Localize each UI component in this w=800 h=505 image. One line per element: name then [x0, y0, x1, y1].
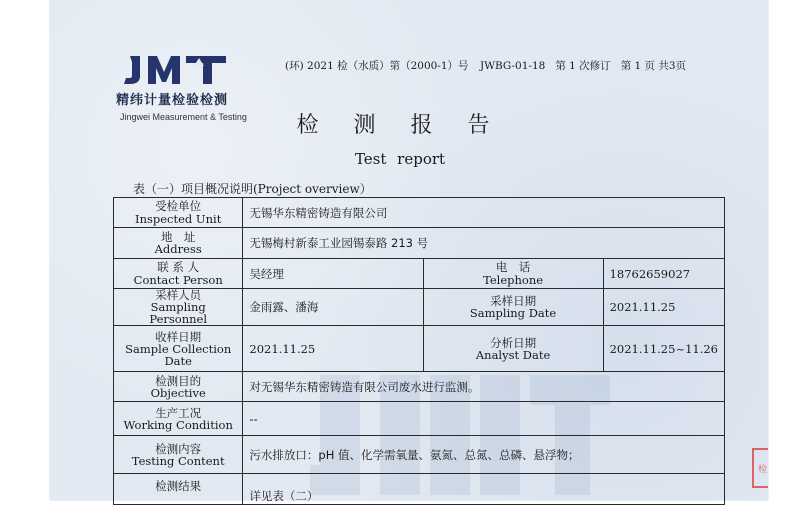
label-address: 地 址 Address	[114, 228, 243, 259]
table-row	[114, 474, 725, 505]
jmt-logo	[124, 52, 234, 86]
report-title-en: Test report	[354, 150, 446, 168]
revision: 第 1 次修订	[555, 60, 611, 72]
label-testing-content: 检测内容 Testing Content	[114, 436, 243, 474]
table-row	[114, 289, 725, 326]
value-contact-person: 吴经理	[243, 259, 423, 289]
label-inspected-unit: 受检单位 Inspected Unit	[114, 198, 243, 228]
table-row	[114, 402, 725, 436]
label-result: 检测结果	[114, 474, 243, 505]
report-title-cn: 检 测 报 告	[296, 113, 504, 138]
value-analyst-date: 2021.11.25~11.26	[603, 326, 724, 372]
table-row	[114, 436, 725, 474]
value-objective: 对无锡华东精密铸造有限公司废水进行监测。	[243, 372, 725, 402]
label-contact-person: 联 系 人 Contact Person	[114, 259, 243, 289]
doc-code: JWBG-01-18	[480, 60, 546, 72]
doc-meta	[480, 58, 686, 73]
label-telephone: 电 话 Telephone	[423, 259, 603, 289]
page-indicator: 第 1 页 共3页	[620, 60, 687, 72]
table-row	[114, 228, 725, 259]
value-working-condition: --	[243, 402, 725, 436]
label-collection-date: 收样日期 Sample Collection Date	[114, 326, 243, 372]
value-inspected-unit: 无锡华东精密铸造有限公司	[243, 198, 725, 228]
value-address: 无锡梅村新泰工业园锡泰路 213 号	[243, 228, 725, 259]
label-working-condition: 生产工况 Working Condition	[114, 402, 243, 436]
brand-name-en: Jingwei Measurement & Testing	[120, 112, 247, 122]
table-row	[114, 326, 725, 372]
value-sampling-personnel: 金雨露、潘海	[243, 289, 423, 326]
value-sampling-date: 2021.11.25	[603, 289, 724, 326]
value-result: 详见表（二）	[243, 474, 725, 505]
value-telephone: 18762659027	[603, 259, 724, 289]
value-testing-content: 污水排放口：pH 值、化学需氧量、氨氮、总氮、总磷、悬浮物；	[243, 436, 725, 474]
logo-text: JMT	[124, 52, 127, 53]
table-row	[114, 259, 725, 289]
table-row	[114, 198, 725, 228]
table-caption: 表（一）项目概况说明(Project overview）	[133, 182, 372, 196]
table-row	[114, 372, 725, 402]
report-ref-code: (环) 2021 检（水质）第（2000-1）号	[285, 60, 469, 72]
red-stamp-edge: 检	[752, 448, 768, 488]
label-objective: 检测目的 Objective	[114, 372, 243, 402]
label-sampling-date: 采样日期 Sampling Date	[423, 289, 603, 326]
label-analyst-date: 分析日期 Analyst Date	[423, 326, 603, 372]
value-collection-date: 2021.11.25	[243, 326, 423, 372]
label-sampling-personnel: 采样人员 Sampling Personnel	[114, 289, 243, 326]
project-overview-table	[113, 197, 725, 505]
brand-name-cn: 精纬计量检验检测	[116, 93, 229, 108]
